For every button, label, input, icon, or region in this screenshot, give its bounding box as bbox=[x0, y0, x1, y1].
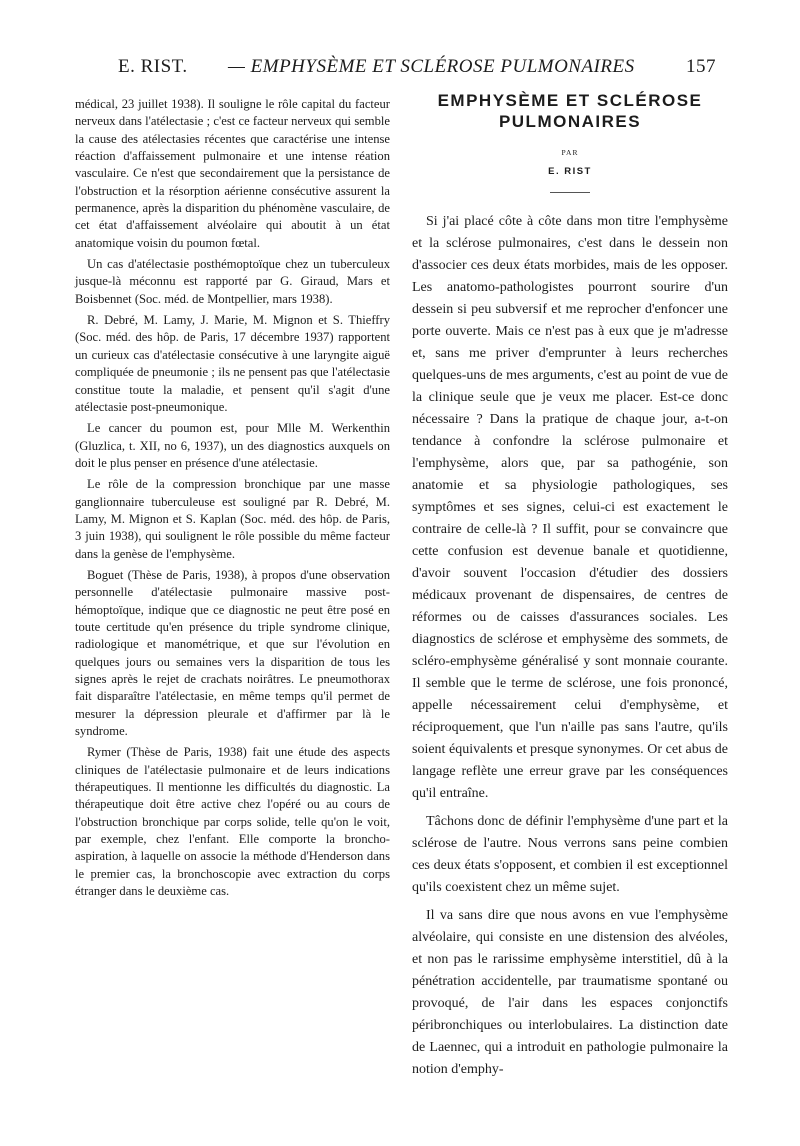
par-label: PAR bbox=[561, 148, 579, 157]
article-paragraph: Tâchons donc de définir l'emphysème d'une part et la sclérose de l'autre. Nous verrons sans peine combien ces deux états s'opposent, et combien il est exceptionnel qu'ils coexistent chez un même sujet. bbox=[412, 814, 728, 895]
header-title: — EMPHYSÈME ET SCLÉROSE PULMONAIRES bbox=[228, 56, 635, 77]
title-divider bbox=[550, 192, 590, 193]
running-header bbox=[118, 56, 716, 86]
article-title bbox=[412, 90, 728, 132]
left-paragraph: Le cancer du poumon est, pour Mlle M. Werkenthin (Gluzlica, t. XII, no 6, 1937), un des diagnostics auxquels on doit le plus penser en présence d'une atélectasie. bbox=[75, 421, 390, 470]
page-number: 157 bbox=[686, 56, 716, 77]
article-title-line: PULMONAIRES bbox=[498, 112, 642, 131]
article-column bbox=[412, 90, 728, 1087]
left-column bbox=[75, 96, 390, 904]
header-author: E. RIST. bbox=[118, 56, 188, 77]
left-paragraph: R. Debré, M. Lamy, J. Marie, M. Mignon et S. Thieffry (Soc. méd. des hôp. de Paris, 17 décembre 1937) rapportent un curieux cas d'atélectasie consécutive à une laryngite aiguë compliquée de pneumonie ; ils ne pensent pas que l'atélectasie constitue toute la maladie, et pensent qu'il s'agit d'une atélectasie post-pneumonique. bbox=[75, 313, 390, 414]
article-author: E. RIST bbox=[548, 166, 592, 177]
left-paragraph: Rymer (Thèse de Paris, 1938) fait une étude des aspects cliniques de l'atélectasie pulmonaire et de leurs indications thérapeutiques. Il mentionne les difficultés du diagnostic. La thérapeutique doit être active chez l'opéré ou au cours de l'obstruction bronchique par corps solide, telle qu'on le voit, par exemple, chez l'enfant. Elle comporte la broncho-aspiration, à laquelle on associe la méthode d'Henderson dans le premier cas, la bronchoscopie avec extraction du corps étranger dans le deuxième cas. bbox=[75, 745, 390, 899]
article-paragraph: Il va sans dire que nous avons en vue l'emphysème alvéolaire, qui consiste en une distension des alvéoles, et non pas le rarissime emphysème interstitiel, dû à la pénétration accidentelle, par traumatisme spontané ou provoqué, de l'air dans les espaces conjonctifs péribronchiques ou interlobulaires. La distinction date de Laennec, qui a introduit en pathologie pulmonaire la notion d'emphy- bbox=[412, 908, 728, 1077]
article-paragraph: Si j'ai placé côte à côte dans mon titre l'emphysème et la sclérose pulmonaires, c'est dans le dessein non d'associer ces deux états morbides, mais de les opposer. Les anatomo-pathologistes pourront sourire d'un dessein si peu subversif et me reprocher d'enfoncer une porte ouverte. Mais ce n'est pas à eux que je m'adresse et, sans me priver d'emprunter à leurs recherches quelques-uns de mes arguments, c'est au point de vue de la clinique seule que je veux me placer. Est-ce donc nécessaire ? Dans la pratique de chaque jour, a-t-on tendance à confondre la sclérose pulmonaire et l'emphysème, alors que, par sa pathogénie, son anatomie et sa physiologie pathologiques, ses symptômes et ses signes, celui-ci est exactement le contraire de celle-là ? Il suffit, pour se convaincre que cette confusion est devenue banale et quotidienne, d'avoir souvent l'occasion d'étudier des dossiers médicaux provenant de dispensaires, de centres de réformes ou de caisses d'assurances sociales. Les diagnostics de sclérose et emphysème des sommets, de scléro-emphysème généralisé y sont monnaie courante. Il semble que le terme de sclérose, une fois prononcé, appelle nécessairement celui d'emphysème, et réciproquement, que l'un n'aille pas sans l'autre, qu'ils soient équivalents et presque synonymes. Or cet abus de langage reflète une erreur grave par les conséquences qu'il entraîne. bbox=[412, 214, 728, 801]
left-paragraph: Le rôle de la compression bronchique par une masse ganglionnaire tuberculeuse est souligné par R. Debré, M. Lamy, M. Mignon et S. Kaplan (Soc. méd. des hôp. de Paris, 3 juin 1938), qui soulignent le rôle possible du même facteur dans la genèse de l'emphysème. bbox=[75, 477, 390, 561]
left-paragraph: Boguet (Thèse de Paris, 1938), à propos d'une observation personnelle d'atélectasie pulmonaire massive post-hémoptoïque, indique que ce diagnostic ne peut être posé en toute certitude qu'en présence du triple syndrome clinique, radiologique et manométrique, et que sur l'évolution en quelques jours ou semaines vers la disparition de tous les signes après le rejet de crachats noirâtres. Le pneumothorax fait disparaître l'atélectasie, en même temps qu'il permet de mesurer la dépression pleurale et d'affirmer par là le syndrome. bbox=[75, 567, 390, 739]
article-title-line: EMPHYSÈME ET SCLÉROSE bbox=[437, 91, 703, 110]
left-paragraph: Un cas d'atélectasie posthémoptoïque chez un tuberculeux jusque-là méconnu est rapporté par G. Giraud, Mars et Boisbennet (Soc. méd. de Montpellier, mars 1938). bbox=[75, 257, 390, 306]
left-paragraph: médical, 23 juillet 1938). Il souligne le rôle capital du facteur nerveux dans l'atélectasie ; c'est ce facteur nerveux qui semble la cause des atélectasies récentes que caractérise une intense réaction d'affaissement pulmonaire et une intense réation vasculaire. Ce n'est que secondairement que la persistance de l'obstruction et la résorption aérienne consécutive assurent la permanence, après la disparition du phénomène vasculaire, de cet état d'affaissement alvéolaire qui aboutit à un état anatomique voisin du poumon fœtal. bbox=[75, 97, 390, 250]
